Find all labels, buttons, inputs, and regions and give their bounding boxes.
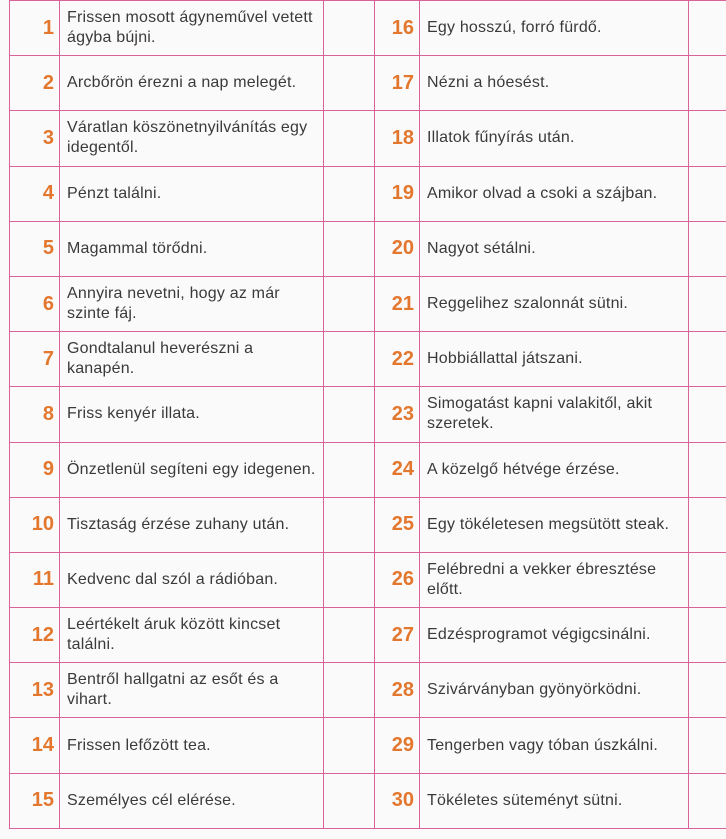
item-number: 17 xyxy=(375,56,420,111)
checklist-row xyxy=(10,56,375,111)
item-number: 2 xyxy=(10,56,60,111)
item-text: Friss kenyér illata. xyxy=(60,387,324,442)
item-text: Gondtalanul heverészni a kanapén. xyxy=(60,332,324,387)
item-text: Egy hosszú, forró fürdő. xyxy=(420,1,689,56)
checkbox-cell[interactable] xyxy=(324,387,375,442)
item-number: 22 xyxy=(375,332,420,387)
checkbox-cell[interactable] xyxy=(324,276,375,331)
item-number: 18 xyxy=(375,111,420,166)
item-text: Annyira nevetni, hogy az már szinte fáj. xyxy=(60,276,324,331)
checkbox-cell[interactable] xyxy=(689,111,726,166)
item-number: 11 xyxy=(10,552,60,607)
checklist-row xyxy=(375,497,726,552)
checkbox-cell[interactable] xyxy=(324,497,375,552)
checklist-row xyxy=(10,387,375,442)
item-number: 10 xyxy=(10,497,60,552)
item-number: 16 xyxy=(375,1,420,56)
checklist-row xyxy=(10,221,375,276)
item-text: Illatok fűnyírás után. xyxy=(420,111,689,166)
checkbox-cell[interactable] xyxy=(324,1,375,56)
item-number: 23 xyxy=(375,387,420,442)
checklist-row xyxy=(10,773,375,828)
checklist-row xyxy=(375,56,726,111)
checklist-row xyxy=(375,332,726,387)
checklist-row xyxy=(375,387,726,442)
checklist-row xyxy=(10,332,375,387)
checkbox-cell[interactable] xyxy=(324,221,375,276)
checkbox-cell[interactable] xyxy=(689,221,726,276)
item-number: 13 xyxy=(10,663,60,718)
checkbox-cell[interactable] xyxy=(324,552,375,607)
item-text: Pénzt találni. xyxy=(60,166,324,221)
item-number: 9 xyxy=(10,442,60,497)
checkbox-cell[interactable] xyxy=(324,166,375,221)
checkbox-cell[interactable] xyxy=(324,111,375,166)
item-number: 30 xyxy=(375,773,420,828)
checklist-row xyxy=(375,608,726,663)
checklist-row xyxy=(375,1,726,56)
item-number: 6 xyxy=(10,276,60,331)
item-number: 28 xyxy=(375,663,420,718)
checkbox-cell[interactable] xyxy=(689,276,726,331)
checkbox-cell[interactable] xyxy=(689,608,726,663)
item-text: Amikor olvad a csoki a szájban. xyxy=(420,166,689,221)
checklist-row xyxy=(375,718,726,773)
checklist-row xyxy=(375,111,726,166)
item-number: 8 xyxy=(10,387,60,442)
item-text: Simogatást kapni valakitől, akit szeretek. xyxy=(420,387,689,442)
item-text: Nézni a hóesést. xyxy=(420,56,689,111)
checkbox-cell[interactable] xyxy=(689,1,726,56)
item-number: 21 xyxy=(375,276,420,331)
item-text: Edzésprogramot végigcsinálni. xyxy=(420,608,689,663)
checklist-row xyxy=(10,442,375,497)
item-text: Frissen mosott ágyneművel vetett ágyba bújni. xyxy=(60,1,324,56)
item-text: Felébredni a vekker ébresztése előtt. xyxy=(420,552,689,607)
item-text: Magammal törődni. xyxy=(60,221,324,276)
item-text: Tisztaság érzése zuhany után. xyxy=(60,497,324,552)
item-number: 3 xyxy=(10,111,60,166)
item-text: Bentről hallgatni az esőt és a vihart. xyxy=(60,663,324,718)
item-text: Egy tökéletesen megsütött steak. xyxy=(420,497,689,552)
checkbox-cell[interactable] xyxy=(689,56,726,111)
checklist-row xyxy=(375,166,726,221)
checklist-row xyxy=(10,608,375,663)
checklist-row xyxy=(10,1,375,56)
checklist-table-right xyxy=(374,0,726,829)
checklist-row xyxy=(10,718,375,773)
item-text: Tengerben vagy tóban úszkálni. xyxy=(420,718,689,773)
checklist-row xyxy=(10,663,375,718)
checklist-row xyxy=(10,497,375,552)
checkbox-cell[interactable] xyxy=(689,552,726,607)
checkbox-cell[interactable] xyxy=(324,663,375,718)
checklist-row xyxy=(10,166,375,221)
checkbox-cell[interactable] xyxy=(689,332,726,387)
item-number: 27 xyxy=(375,608,420,663)
item-text: Leértékelt áruk között kincset találni. xyxy=(60,608,324,663)
item-number: 14 xyxy=(10,718,60,773)
checkbox-cell[interactable] xyxy=(324,773,375,828)
checkbox-cell[interactable] xyxy=(689,773,726,828)
item-text: Hobbiállattal játszani. xyxy=(420,332,689,387)
item-number: 7 xyxy=(10,332,60,387)
item-text: Nagyot sétálni. xyxy=(420,221,689,276)
item-number: 26 xyxy=(375,552,420,607)
item-text: Tökéletes süteményt sütni. xyxy=(420,773,689,828)
item-number: 5 xyxy=(10,221,60,276)
checkbox-cell[interactable] xyxy=(689,497,726,552)
checklist-row xyxy=(10,552,375,607)
checkbox-cell[interactable] xyxy=(689,387,726,442)
item-text: Szivárványban gyönyörködni. xyxy=(420,663,689,718)
item-text: Reggelihez szalonnát sütni. xyxy=(420,276,689,331)
checklist-row xyxy=(375,773,726,828)
checkbox-cell[interactable] xyxy=(689,663,726,718)
checklist-row xyxy=(375,663,726,718)
checkbox-cell[interactable] xyxy=(689,442,726,497)
checklist-row xyxy=(10,276,375,331)
checklist-row xyxy=(375,552,726,607)
item-text: Váratlan köszönetnyilvánítás egy idegentől. xyxy=(60,111,324,166)
checkbox-cell[interactable] xyxy=(324,332,375,387)
item-number: 24 xyxy=(375,442,420,497)
item-text: Frissen lefőzött tea. xyxy=(60,718,324,773)
item-text: Kedvenc dal szól a rádióban. xyxy=(60,552,324,607)
item-number: 4 xyxy=(10,166,60,221)
item-number: 19 xyxy=(375,166,420,221)
item-number: 12 xyxy=(10,608,60,663)
checkbox-cell[interactable] xyxy=(689,166,726,221)
item-text: Személyes cél elérése. xyxy=(60,773,324,828)
checkbox-cell[interactable] xyxy=(689,718,726,773)
item-text: Önzetlenül segíteni egy idegenen. xyxy=(60,442,324,497)
checkbox-cell[interactable] xyxy=(324,442,375,497)
item-text: Arcbőrön érezni a nap melegét. xyxy=(60,56,324,111)
item-text: A közelgő hétvége érzése. xyxy=(420,442,689,497)
item-number: 15 xyxy=(10,773,60,828)
checkbox-cell[interactable] xyxy=(324,56,375,111)
item-number: 1 xyxy=(10,1,60,56)
item-number: 20 xyxy=(375,221,420,276)
checklist-row xyxy=(375,276,726,331)
checkbox-cell[interactable] xyxy=(324,608,375,663)
checklist-row xyxy=(375,442,726,497)
checklist-row xyxy=(10,111,375,166)
checklist-row xyxy=(375,221,726,276)
checkbox-cell[interactable] xyxy=(324,718,375,773)
checklist-table-left xyxy=(9,0,375,829)
item-number: 25 xyxy=(375,497,420,552)
item-number: 29 xyxy=(375,718,420,773)
